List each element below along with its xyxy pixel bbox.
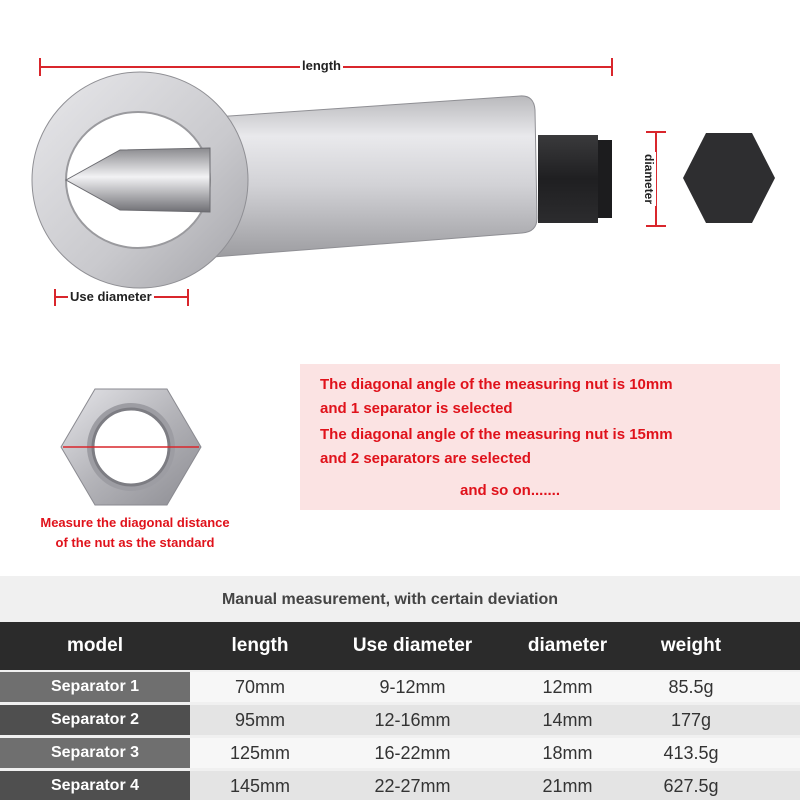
note-line: and so on....... bbox=[460, 482, 561, 499]
table-row bbox=[0, 738, 800, 768]
model-cell: Separator 1 bbox=[0, 672, 190, 702]
length-cell: 145mm bbox=[229, 776, 291, 796]
header-weight: weight bbox=[660, 635, 722, 656]
selection-note bbox=[300, 364, 780, 510]
diameter-label: diameter bbox=[642, 153, 657, 205]
table-header bbox=[0, 622, 800, 670]
product-illustration bbox=[0, 0, 800, 330]
length-cell: 70mm bbox=[234, 677, 285, 697]
use-diameter-cell: 12-16mm bbox=[374, 710, 451, 730]
diameter-cell: 12mm bbox=[542, 677, 593, 697]
model-cell: Separator 3 bbox=[0, 738, 190, 768]
length-label: length bbox=[302, 58, 341, 73]
header-use-diameter: Use diameter bbox=[352, 635, 473, 656]
use-diameter-label: Use diameter bbox=[70, 289, 152, 304]
nut-caption-line2: of the nut as the standard bbox=[55, 535, 215, 550]
diameter-cell: 21mm bbox=[542, 776, 593, 796]
weight-cell: 413.5g bbox=[663, 743, 719, 763]
model-cell: Separator 2 bbox=[0, 705, 190, 735]
nut-caption bbox=[0, 513, 270, 553]
weight-cell: 85.5g bbox=[668, 677, 714, 697]
diameter-cell: 14mm bbox=[542, 710, 593, 730]
length-cell: 95mm bbox=[234, 710, 285, 730]
header-diameter: diameter bbox=[527, 635, 608, 656]
use-diameter-cell: 22-27mm bbox=[374, 776, 451, 796]
nut-caption-line1: Measure the diagonal distance bbox=[40, 515, 230, 530]
header-model: model bbox=[67, 635, 123, 656]
note-line: and 2 separators are selected bbox=[320, 450, 531, 467]
note-line: and 1 separator is selected bbox=[320, 400, 513, 417]
note-line: The diagonal angle of the measuring nut is 10mm bbox=[320, 376, 673, 393]
hex-nut-icon bbox=[55, 385, 205, 510]
note-line: The diagonal angle of the measuring nut is 15mm bbox=[320, 426, 673, 443]
length-cell: 125mm bbox=[229, 743, 291, 763]
use-diameter-cell: 9-12mm bbox=[379, 677, 446, 697]
table-row bbox=[0, 705, 800, 735]
header-length: length bbox=[231, 635, 289, 656]
table-caption: Manual measurement, with certain deviation bbox=[221, 591, 559, 608]
hex-head-icon bbox=[683, 133, 775, 223]
model-cell: Separator 4 bbox=[0, 771, 190, 800]
weight-cell: 177g bbox=[670, 710, 712, 730]
nut-illustration bbox=[55, 385, 205, 510]
nut-splitter-image bbox=[0, 0, 800, 330]
table-row bbox=[0, 672, 800, 702]
weight-cell: 627.5g bbox=[663, 776, 719, 796]
table-row bbox=[0, 771, 800, 800]
use-diameter-cell: 16-22mm bbox=[374, 743, 451, 763]
diameter-cell: 18mm bbox=[542, 743, 593, 763]
